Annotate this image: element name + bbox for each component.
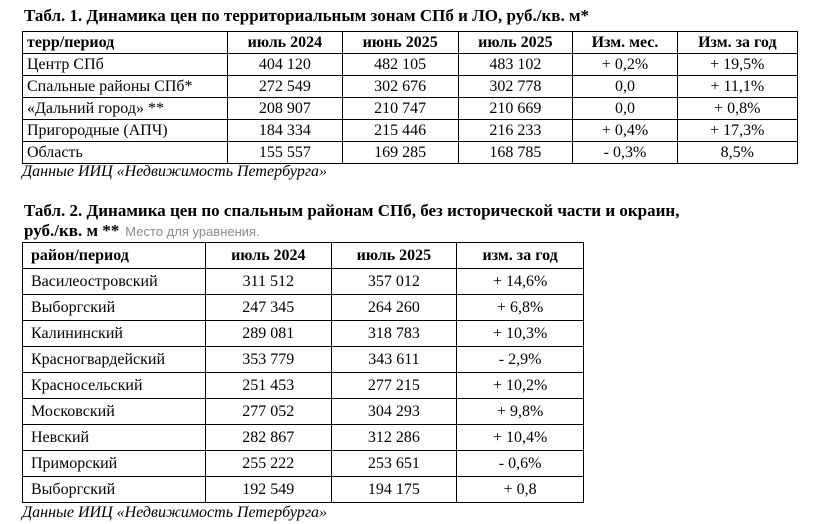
row-label-cell: Пригородные (АПЧ) xyxy=(23,120,228,142)
table-header-row xyxy=(23,32,798,54)
table-cell: + 10,2% xyxy=(457,373,584,399)
table-cell: 0,0 xyxy=(573,76,677,98)
row-label-cell: Приморский xyxy=(23,451,206,477)
column-header: район/период xyxy=(23,243,206,269)
table-cell: - 0,6% xyxy=(457,451,584,477)
table-cell: 210 747 xyxy=(342,98,458,120)
table-cell: 208 907 xyxy=(228,98,343,120)
table-cell: + 14,6% xyxy=(457,269,584,295)
table-row xyxy=(23,269,584,295)
price-zones-table xyxy=(22,31,798,164)
table-cell: 251 453 xyxy=(206,373,332,399)
table-cell: 277 215 xyxy=(331,373,457,399)
table-cell: 289 081 xyxy=(206,321,332,347)
table-cell: + 19,5% xyxy=(677,54,797,76)
districts-table xyxy=(22,242,584,503)
table-cell: - 0,3% xyxy=(573,142,677,164)
table-cell: 302 778 xyxy=(458,76,573,98)
table-cell: 318 783 xyxy=(331,321,457,347)
table-cell: 0,0 xyxy=(573,98,677,120)
table-header-row xyxy=(23,243,584,269)
table1-source: Данные ИИЦ «Недвижимость Петербурга» xyxy=(22,163,328,180)
table-row xyxy=(23,120,798,142)
row-label-cell: Калининский xyxy=(23,321,206,347)
table-row xyxy=(23,54,798,76)
table-cell: + 9,8% xyxy=(457,399,584,425)
table-cell: 168 785 xyxy=(458,142,573,164)
table-cell: 155 557 xyxy=(228,142,343,164)
table-cell: 255 222 xyxy=(206,451,332,477)
table-row xyxy=(23,142,798,164)
table-cell: 216 233 xyxy=(458,120,573,142)
table-cell: 184 334 xyxy=(228,120,343,142)
table-row xyxy=(23,347,584,373)
table-cell: + 0,8 xyxy=(457,477,584,503)
table-cell: + 6,8% xyxy=(457,295,584,321)
table-cell: 282 867 xyxy=(206,425,332,451)
column-header: терр/период xyxy=(23,32,228,54)
table2-title-line2 xyxy=(24,221,260,242)
row-label-cell: Спальные районы СПб* xyxy=(23,76,228,98)
table1-title: Табл. 1. Динамика цен по территориальным зонам СПб и ЛО, руб./кв. м* xyxy=(24,6,590,25)
table-cell: 253 651 xyxy=(331,451,457,477)
column-header: июль 2025 xyxy=(331,243,457,269)
table-cell: 404 120 xyxy=(228,54,343,76)
table-cell: - 2,9% xyxy=(457,347,584,373)
table-cell: + 0,4% xyxy=(573,120,677,142)
table2-title-units: руб./кв. м ** xyxy=(24,221,120,240)
equation-placeholder[interactable]: Место для уравнения. xyxy=(125,224,260,239)
column-header: июль 2025 xyxy=(458,32,573,54)
row-label-cell: Выборгский xyxy=(23,295,206,321)
table-cell: 277 052 xyxy=(206,399,332,425)
row-label-cell: Василеостровский xyxy=(23,269,206,295)
table-cell: 302 676 xyxy=(342,76,458,98)
column-header: июнь 2025 xyxy=(342,32,458,54)
table-row xyxy=(23,76,798,98)
table2-source: Данные ИИЦ «Недвижимость Петербурга» xyxy=(22,504,328,521)
table-row xyxy=(23,451,584,477)
table-cell: 311 512 xyxy=(206,269,332,295)
column-header: июль 2024 xyxy=(206,243,332,269)
column-header: июль 2024 xyxy=(228,32,343,54)
table-cell: 357 012 xyxy=(331,269,457,295)
table-cell: 482 105 xyxy=(342,54,458,76)
row-label-cell: «Дальний город» ** xyxy=(23,98,228,120)
row-label-cell: Центр СПб xyxy=(23,54,228,76)
table-cell: 264 260 xyxy=(331,295,457,321)
column-header: изм. за год xyxy=(457,243,584,269)
row-label-cell: Невский xyxy=(23,425,206,451)
table-cell: 353 779 xyxy=(206,347,332,373)
table-row xyxy=(23,399,584,425)
table-row xyxy=(23,477,584,503)
table-cell: 215 446 xyxy=(342,120,458,142)
row-label-cell: Московский xyxy=(23,399,206,425)
table-cell: 194 175 xyxy=(331,477,457,503)
table2-title: Табл. 2. Динамика цен по спальным районам СПб, без исторической части и окраин, xyxy=(24,201,680,220)
row-label-cell: Выборгский xyxy=(23,477,206,503)
table-row xyxy=(23,425,584,451)
table-cell: + 11,1% xyxy=(677,76,797,98)
table-cell: + 0,2% xyxy=(573,54,677,76)
row-label-cell: Красносельский xyxy=(23,373,206,399)
table-row xyxy=(23,98,798,120)
table-cell: 247 345 xyxy=(206,295,332,321)
table-cell: 169 285 xyxy=(342,142,458,164)
table-cell: + 10,4% xyxy=(457,425,584,451)
table-cell: 8,5% xyxy=(677,142,797,164)
table-row xyxy=(23,373,584,399)
column-header: Изм. мес. xyxy=(573,32,677,54)
row-label-cell: Красногвардейский xyxy=(23,347,206,373)
table-cell: 304 293 xyxy=(331,399,457,425)
table-cell: 192 549 xyxy=(206,477,332,503)
row-label-cell: Область xyxy=(23,142,228,164)
table-cell: + 10,3% xyxy=(457,321,584,347)
table-cell: + 0,8% xyxy=(677,98,797,120)
table-cell: 483 102 xyxy=(458,54,573,76)
table-cell: 272 549 xyxy=(228,76,343,98)
table-cell: + 17,3% xyxy=(677,120,797,142)
table-row xyxy=(23,295,584,321)
table-cell: 210 669 xyxy=(458,98,573,120)
table-cell: 312 286 xyxy=(331,425,457,451)
column-header: Изм. за год xyxy=(677,32,797,54)
table-cell: 343 611 xyxy=(331,347,457,373)
table-row xyxy=(23,321,584,347)
